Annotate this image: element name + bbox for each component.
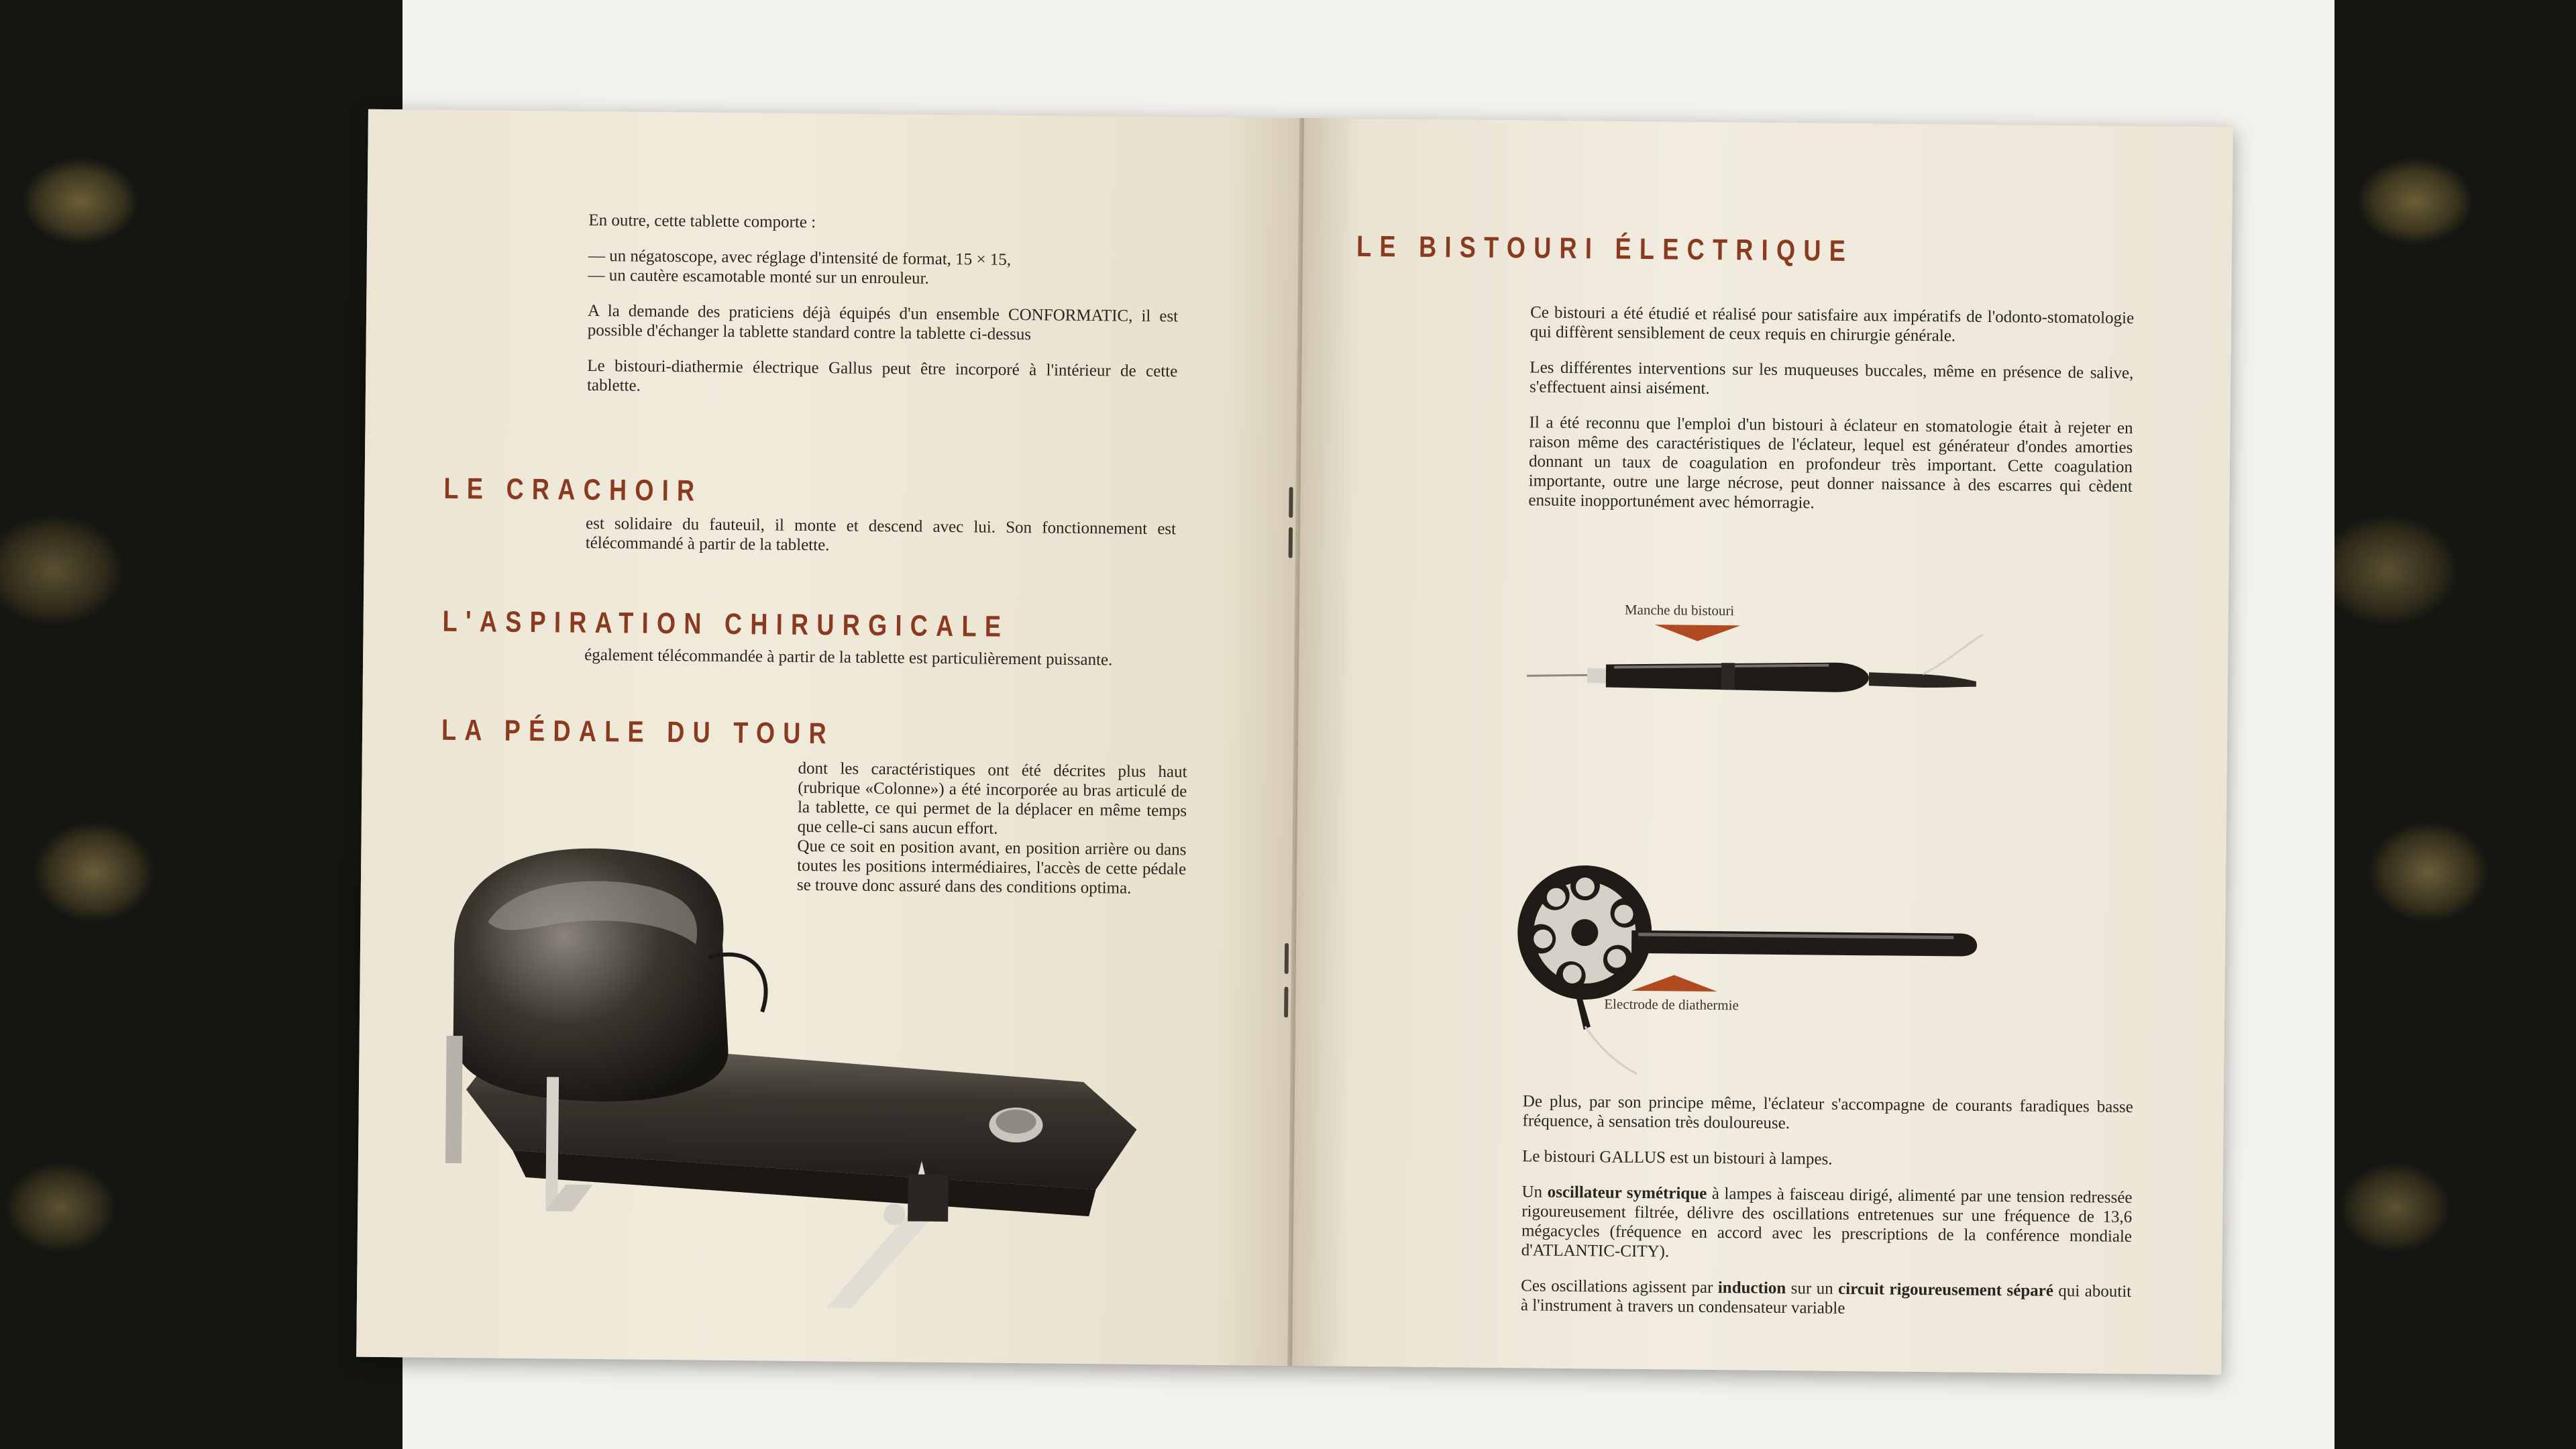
left-page (356, 109, 1304, 1366)
text-run: Ces oscillations agissent par (1521, 1277, 1718, 1297)
text-run: sur un (1786, 1279, 1839, 1298)
staple (1289, 487, 1293, 518)
heading-aspiration: L'ASPIRATION CHIRURGICALE (442, 604, 1010, 643)
background-left (0, 0, 402, 1449)
intro-line: Le bistouri-diathermie électrique Gallus peut être incorporé à l'intérieur de cette tablette. (586, 356, 1178, 395)
paragraph: Il a été reconnu que l'emploi d'un bistouri à éclateur en stomatologie était à rejeter en raison même des caractéristiques de l'éclateur, lequel est générateur d'ondes amorties donnant un taux de coagulation en profondeur très important. Cette coagulation importante, outre une large nécrose, peut donner naissance à des escarres qui cèdent ensuite inopportunément avec hémorragie. (1528, 413, 2133, 513)
bistouri-text-bottom (1521, 1091, 2133, 1337)
arrow-up-icon (1631, 975, 1717, 991)
caption-handle: Manche du bistouri (1624, 601, 1735, 619)
text-run: qui aboutit à l'instrument à travers un condensateur variable (1520, 1281, 2132, 1318)
bold-term: oscillateur symétrique (1547, 1183, 1707, 1203)
aspiration-text: également télécommandée à partir de la tablette est particulièrement puissante. (584, 645, 1113, 669)
heading-pedale: LA PÉDALE DU TOUR (441, 713, 835, 751)
paragraph: Ce bistouri a été étudié et réalisé pour satisfaire aux impératifs de l'odonto-stomatologie qui diffèrent sensiblement de ceux requis en chirurgie générale. (1529, 303, 2135, 345)
paragraph: Les différentes interventions sur les muqueuses buccales, même en présence de salive, s'effectuent ainsi aisément. (1529, 358, 2134, 398)
bistouri-text-top (1528, 303, 2134, 532)
pedale-text: Que ce soit en position avant, en position arrière ou dans toutes les positions intermédiaires, l'accès de cette pédale se trouve donc assuré dans des conditions optima. (796, 837, 1187, 898)
pedale-text: dont les caractéristiques ont été décrites plus haut (rubrique «Colonne») a été incorporée au bras articulé de la tablette, ce qui permet de la déplacer en même temps que celle-ci sans aucun effort. (797, 759, 1187, 838)
paragraph (1521, 1182, 2133, 1266)
staple (1284, 987, 1288, 1018)
intro-line: — un négatoscope, avec réglage d'intensité de format, 15 × 15, (588, 246, 1012, 269)
staple (1289, 527, 1293, 558)
staple (1285, 943, 1289, 974)
heading-crachoir: LE CRACHOIR (443, 472, 703, 508)
pedal-photo (411, 834, 1167, 1311)
intro-line: En outre, cette tablette comporte : (588, 211, 816, 232)
scalpel-handle-illustration (1519, 630, 1990, 729)
intro-line: — un cautère escamotable monté sur un enrouleur. (588, 266, 929, 288)
right-page (1292, 118, 2233, 1375)
crachoir-text: est solidaire du fauteuil, il monte et descend avec lui. Son fonctionnement est télécommandé à partir de la tablette. (585, 514, 1177, 555)
bold-term: circuit rigoureusement séparé (1837, 1279, 2054, 1300)
intro-line: A la demande des praticiens déjà équipés d'un ensemble CONFORMATIC, il est possible d'échanger la tablette standard contre la tablette ci-dessus (587, 301, 1179, 344)
electrode-illustration (1496, 858, 2008, 1084)
paragraph: De plus, par son principe même, l'éclateur s'accompagne de courants faradiques basse fréquence, à sensation très douloureuse. (1522, 1092, 2133, 1133)
bold-term: induction (1717, 1279, 1786, 1298)
caption-electrode: Electrode de diathermie (1604, 996, 1739, 1014)
text-run: à lampes à faisceau dirigé, alimenté par une tension redressée rigoureusement filtrée, délivre des oscillations entretenues sur une fréquence de 13,6 mégacycles (fréquence en accord avec les prescriptions de la conférence mondiale d'ATLANTIC-CITY). (1521, 1184, 2133, 1261)
heading-bistouri: LE BISTOURI ÉLECTRIQUE (1356, 229, 1854, 268)
text-run: Un (1521, 1183, 1548, 1201)
open-booklet (356, 109, 2233, 1375)
paragraph (1521, 1276, 2132, 1321)
paragraph: Le bistouri GALLUS est un bistouri à lampes. (1521, 1147, 1833, 1169)
intro-block (587, 211, 1179, 417)
background-right (2334, 0, 2576, 1449)
